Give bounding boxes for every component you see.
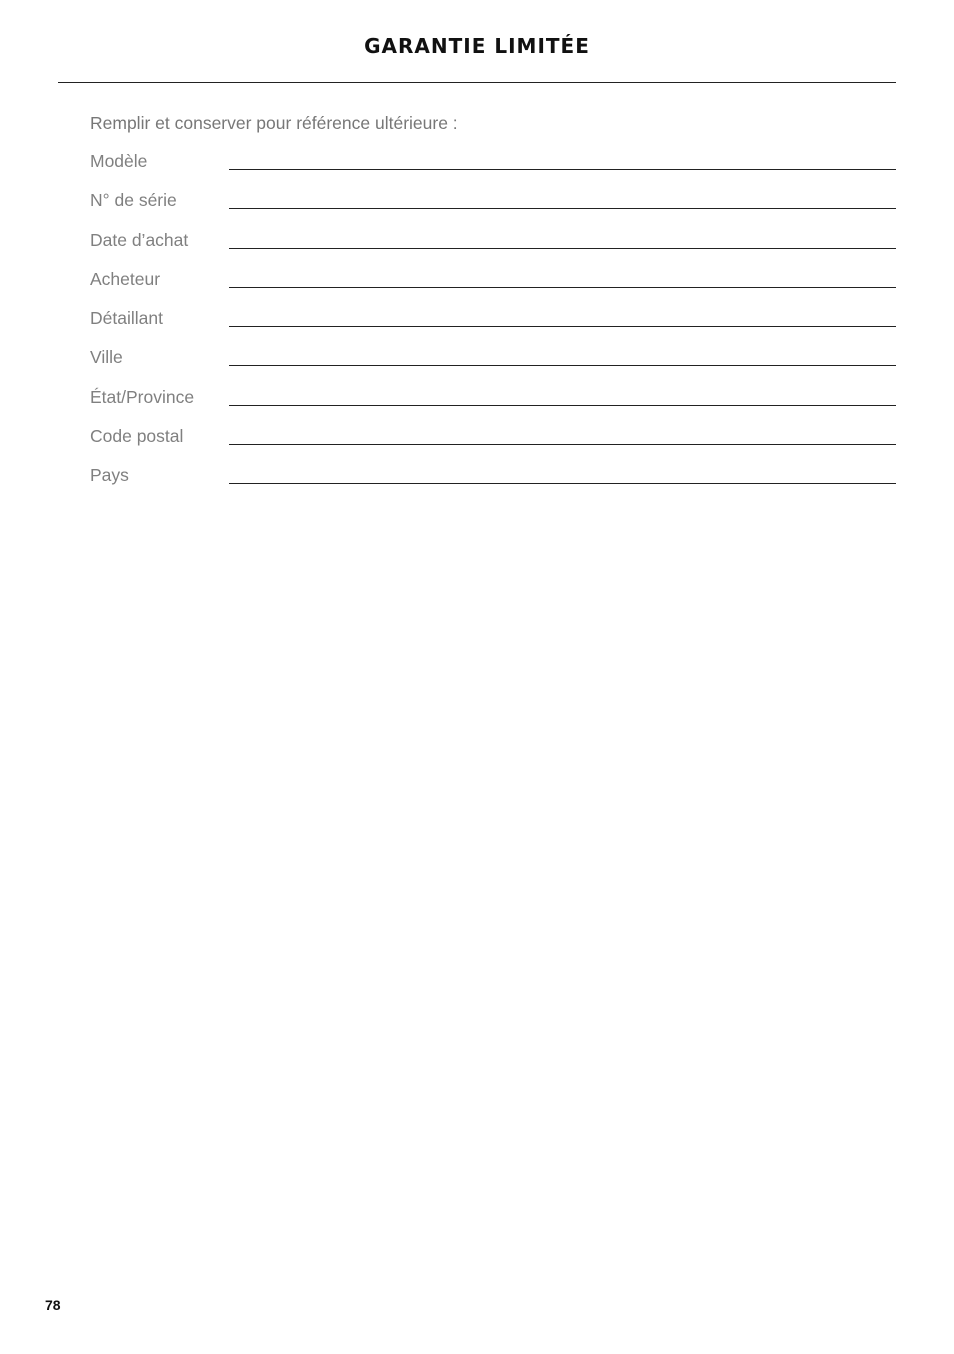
field-label: Date d’achat	[90, 229, 189, 250]
field-row-buyer	[90, 266, 896, 305]
page-number: 78	[45, 1297, 61, 1313]
fill-in-line[interactable]	[229, 405, 896, 406]
field-label: Pays	[90, 465, 129, 486]
field-label: Ville	[90, 347, 123, 368]
fill-in-line[interactable]	[229, 326, 896, 327]
field-row-model	[90, 148, 896, 187]
header-divider	[58, 82, 896, 83]
fill-in-line[interactable]	[229, 208, 896, 209]
field-label: Acheteur	[90, 268, 161, 289]
field-row-city	[90, 344, 896, 383]
fill-in-line[interactable]	[229, 483, 896, 484]
page-title: GARANTIE LIMITÉE	[364, 34, 590, 58]
fill-in-line[interactable]	[229, 248, 896, 249]
fill-in-line[interactable]	[229, 365, 896, 366]
field-label: N° de série	[90, 190, 177, 211]
field-label: État/Province	[90, 386, 195, 407]
fill-in-line[interactable]	[229, 169, 896, 170]
field-row-serial-number	[90, 187, 896, 226]
warranty-form	[90, 148, 896, 502]
field-label: Code postal	[90, 426, 184, 447]
fill-in-line[interactable]	[229, 444, 896, 445]
field-row-postal-code	[90, 423, 896, 462]
form-intro: Remplir et conserver pour référence ultérieure :	[90, 113, 458, 133]
field-row-purchase-date	[90, 227, 896, 266]
field-label: Modèle	[90, 151, 148, 171]
field-row-state-province	[90, 384, 896, 423]
field-row-country	[90, 462, 896, 501]
field-label: Détaillant	[90, 308, 163, 329]
field-row-retailer	[90, 305, 896, 344]
fill-in-line[interactable]	[229, 287, 896, 288]
